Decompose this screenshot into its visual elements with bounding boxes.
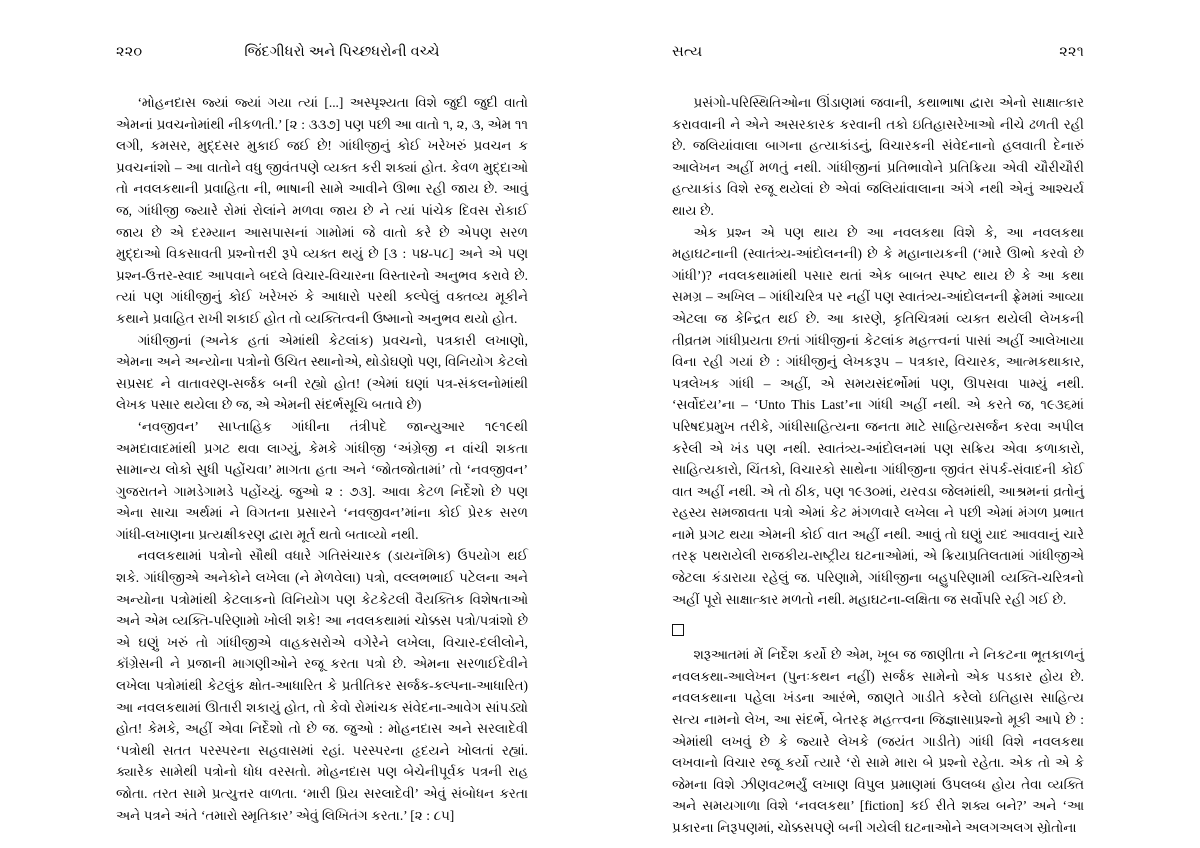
paragraph: એક પ્રશ્ન એ પણ થાય છે આ નવલકથા વિશે કે, આ નવલકથા મહાઘટનાની (સ્વાતંત્ર્ય-આંદોલનની) છે કે મહાનાયકની (‘મારે ઊભો કરવો છે ગાંધી’)? નવલકથામાંથી પસાર થતાં એક બાબત સ્પષ્ટ થાય છે કે આ કથા સમગ્ર – અખિલ – ગાંધીચરિત્ર પર નહીં પણ સ્વાતંત્ર્ય-આંદોલનની ફ્રેમમાં આવ્યા એટલા જ કેન્દ્રિત થઈ છે. આ કારણે, કૃતિચિત્રમાં વ્યક્ત થયેલી લેખકની તીવ્રતમ ગાંધીપ્રયતા છતાં ગાંધીજીનાં કેટલાંક મહત્ત્વનાં પાસાં અહીં આલેખાયા વિના રહી ગયાં છે : ગાંધીજીનું લેખકરૂપ – પત્રકાર, વિચારક, આત્મકથાકાર, પત્રલેખક ગાંધી – અહીં, એ સમયસંદર્ભોમાં પણ, ઊપસવા પામ્યું નથી. ‘સર્વોદય’ના – ‘Unto This Last’ના ગાંધી અહીં નથી. એ કરતે જ, ૧૯૩૬માં પરિષદપ્રમુખ તરીકે, ગાંધીસાહિત્યના જનતા માટે સાહિત્યસર્જન કરવા અપીલ કરેલી એ ખંડ પણ નથી. સ્વાતંત્ર્ય-આંદોલનમાં પણ સક્રિય એવા કળાકારો, સાહિત્યકારો, ચિંતકો, વિચારકો સાથેના ગાંધીજીના જીવંત સંપર્ક-સંવાદની કોઈ વાત અહીં નથી. એ તો ઠીક, પણ ૧૯૩૦માં, યરવડા જેલમાંથી, આશ્રમનાં વ્રતોનું રહસ્ય સમજાવતા પત્રો એમાં કેટ મંગળવારે લખેલા ને પછી એમાં મંગળ પ્રભાત નામે પ્રગટ થયા એમની કોઈ વાત અહીં નથી. આવું તો ઘણું યાદ આવવાનું ચારે તરફ પથરાયેલી રાજકીય-રાષ્ટ્રીય ઘટનાઓમાં, એ ક્રિયાપ્રતિલતામાં ગાંધીજીએ જેટલા કંડારાયા રહેલું જ. પરિણામે, ગાંધીજીના બહુપરિણામી વ્યક્તિ-ચરિત્રનો અહીં પૂરો સાક્ષાત્કાર મળતો નથી. મહાઘટના-લક્ષિતા જ સર્વોપરિ રહી ગઈ છે. <box>672 224 1084 607</box>
paragraph: શરૂઆતમાં મેં નિર્દેશ કર્યો છે એમ, ખૂબ જ જાણીતા ને નિકટના ભૂતકાળનું નવલકથા-આલેખન (પુનઃકથન નહીં) સર્જક સામેનો એક પડકાર હોય છે. નવલકથાના પહેલા ખંડના આરંભે, જાણતે ગાડીતે કરેલો ઇતિહાસ સાહિત્ય સત્ય નામનો લેખ, આ સંદર્ભે, બેતરફ મહત્ત્વના જિજ્ઞાસાપ્રશ્નો મૂકી આપે છે : એમાંથી લખવું છે કે જ્યારે લેખકે (જયંત ગાડીતે) ગાંધી વિશે નવલકથા લખવાનો વિચાર રજૂ કર્યો ત્યારે ‘રો સામે મારા બે પ્રશ્નો રહેતા. એક તો એ કે જેમના વિશે ઝીણવટભર્યું લખાણ વિપુલ પ્રમાણમાં ઉપલબ્ધ હોય તેવા વ્યક્તિ અને સમયગાળા વિશે ‘નવલકથા’ [fiction] કઈ રીતે શક્ય બને?’ અને ‘આ પ્રકારના નિરૂપણમાં, ચોક્કસપણે બની ગયેલી ઘટનાઓને અલગઅલગ સ્રોતોના <box>672 647 1084 835</box>
left-text-block <box>116 92 528 826</box>
section-break-marker <box>672 624 1084 636</box>
right-running-head <box>672 44 1084 74</box>
paragraph: ગાંધીજીનાં (અનેક હતાં એમાંથી કેટલાંક) પ્રવચનો, પત્રકારી લખાણો, એમના અને અન્યોના પત્રોનો ઉચિત સ્થાનોએ, થોડોઘણો પણ, વિનિયોગ કેટલો સપ્રસદ ને વાતાવરણ-સર્જક બની રહ્યો હોત! (એમાં ઘણાં પત્ર-સંકલનોમાંથી લેખક પસાર થયેલા છે જ, એ એમની સંદર્ભસૂચિ બતાવે છે) <box>116 332 528 413</box>
page-gutter <box>600 0 601 848</box>
paragraph: નવલકથામાં પત્રોનો સૌથી વધારે ગતિસંચારક (ડાયનૅમિક) ઉપયોગ થઈ શકે. ગાંધીજીએ અનેકોને લખેલા (ને મેળવેલા) પત્રો, વલ્લભભાઈ પટેલના અને અન્યોના પત્રોમાંથી કેટલાકનો વિનિયોગ પણ કેટકેટલી વૈયક્તિક વિશેષતાઓ અને એમ વ્યક્તિ-પરિણામો ખોલી શકે! આ નવલકથામાં ચોક્કસ પત્રો/પત્રાંશો છે એ ઘણું ખરું તો ગાંધીજીએ વાહકસરોએ વગેરેને લખેલા, વિચાર-દલીલોને, કૉંગ્રેસની ને પ્રજાની માગણીઓને રજૂ કરતા પત્રો છે. એમના સરળાઈદેવીને લખેલા પત્રોમાંથી કેટલુંક ક્ષોત-આધારિત કે પ્રતીતિકર સર્જક-કલ્પના-આધારિત) આ નવલકથામાં ઊતારી શકાયું હોત, તો કેવો રોમાંચક સંવેદના-આવેગ સાંપડ્યો હોત! કેમકે, અહીં એવા નિર્દેશો તો છે જ. જુઓ : મોહનદાસ અને સરલાદેવી ‘પત્રોથી સતત પરસ્પરના સહવાસમાં રહાં. પરસ્પરના હૃદયને ખોલતાં રહ્યાં. ક્યારેક સામેથી પત્રોનો ધોધ વરસતો. મોહનદાસ પણ બેચેનીપૂર્વક પત્રની રાહ જોતા. તરત સામે પ્રત્યુત્તર વાળતા. ‘મારી પ્રિય સરલાદેવી’ એવું સંબોધન કરતા અને પત્રને અંતે ‘તમારો સ્મૃતિકાર’ એવું લિખિતંગ કરતા.’ [૨ : ૮૫] <box>116 548 528 823</box>
paragraph: ‘મોહનદાસ જ્યાં જ્યાં ગયા ત્યાં [...] અસ્પૃશ્યતા વિશે જુદી જુદી વાતો એમનાં પ્રવચનોમાંથી નીકળતી.’ [૨ : ૩૩૭] પણ પછી આ વાતો ૧, ૨, ૩, એમ ૧૧ લગી, કમસર, મુદ્દસર મુકાઈ જઈ છે! ગાંધીજીનું કોઈ ખરેખરું પ્રવચન ક પ્રવચનાંશો – આ વાતોને વધુ જીવંતપણે વ્યક્ત કરી શક્યાં હોત. કેવળ મુદ્દાઓ તો નવલકથાની પ્રવાહિતા ની, ભાષાની સામે આવીને ઊભા રહી જાય છે. આવું જ, ગાંધીજી જ્યારે રોમાં રોલાંને મળવા જાય છે ને ત્યાં પાંચેક દિવસ રોકાઈ જાય છે એ દરમ્યાન આસપાસનાં ગામોમાં જે વાતો કરે છે એપણ સરળ મુદ્દાઓ વિકસાવતી પ્રશ્નોત્તરી રૂપે વ્યક્ત થયું છે [૩ : ૫૪-૫૮] અને એ પણ પ્રશ્ન-ઉત્તર-સ્વાદ આપવાને બદલે વિચાર-વિચારના વિસ્તારનો અનુભવ કરાવે છે. ત્યાં પણ ગાંધીજીનું કોઈ ખરેખરું કે આધારો પરથી કલ્પેલું વક્તવ્ય મૂકીને કથાને પ્રવાહિત રાખી શકાઈ હોત તો વ્યક્તિત્વની ઉષ્માનો અનુભવ થયો હોત. <box>116 95 528 326</box>
square-glyph <box>672 624 684 636</box>
right-page <box>600 0 1200 848</box>
left-running-title: જિંદગીધરો અને પિચ્છધરોની વચ્ચે <box>244 44 440 60</box>
left-page-number: ૨૨૦ <box>116 44 143 60</box>
right-running-title: સત્ય <box>672 44 703 60</box>
paragraph: પ્રસંગો-પરિસ્થિતિઓના ઊંડાણમાં જવાની, કથાભાષા દ્વારા એનો સાક્ષાત્કાર કરાવવાની ને એને અસરકારક કરવાની તકો ઇતિહાસરેખાઓ નીચે ઢળતી રહી છે. જલિયાંવાલા બાગના હત્યાકાંડનું, વિચારકની સંવેદનાનો હલવાતી દેનારું આલેખન અહીં મળતું નથી. ગાંધીજીનાં પ્રતિભાવોને પ્રતિક્રિયા એવી ચૌરીચૌરી હત્યાકાંડ વિશે રજૂ થયેલાં છે એવાં જલિયાંવાલાના અંગે નથી એનું આશ્ચર્ય થાય છે. <box>672 95 1084 218</box>
left-running-head <box>116 44 528 74</box>
paragraph: ‘નવજીવન’ સાપ્તાહિક ગાંધીના તંત્રીપદે જાન્યુઆર ૧૯૧૯થી અમદાવાદમાંથી પ્રગટ થવા લાગ્યું, કેમકે ગાંધીજી ‘અંગ્રેજી ન વાંચી શકતા સામાન્ય લોકો સુધી પહોંચવા’ માગતા હતા અને ‘જોતજોતામાં’ તો ‘નવજીવન’ ગુજરાતને ગામડેગામડે પહોંચ્યું. જુઓ ૨ : ૭૩]. આવા કેટળ નિર્દેશો છે પણ એના સાચા અર્થમાં ને વિગતના પ્રસારને ‘નવજીવન’માંના કોઈ પ્રેરક સરળ ગાંધી-લખાણના પ્રત્યક્ષીકરણ દ્વારા મૂર્ત થતો બતાવ્યો નથી. <box>116 418 528 542</box>
right-text-block <box>672 92 1084 839</box>
right-page-number: ૨૨૧ <box>1059 44 1084 60</box>
